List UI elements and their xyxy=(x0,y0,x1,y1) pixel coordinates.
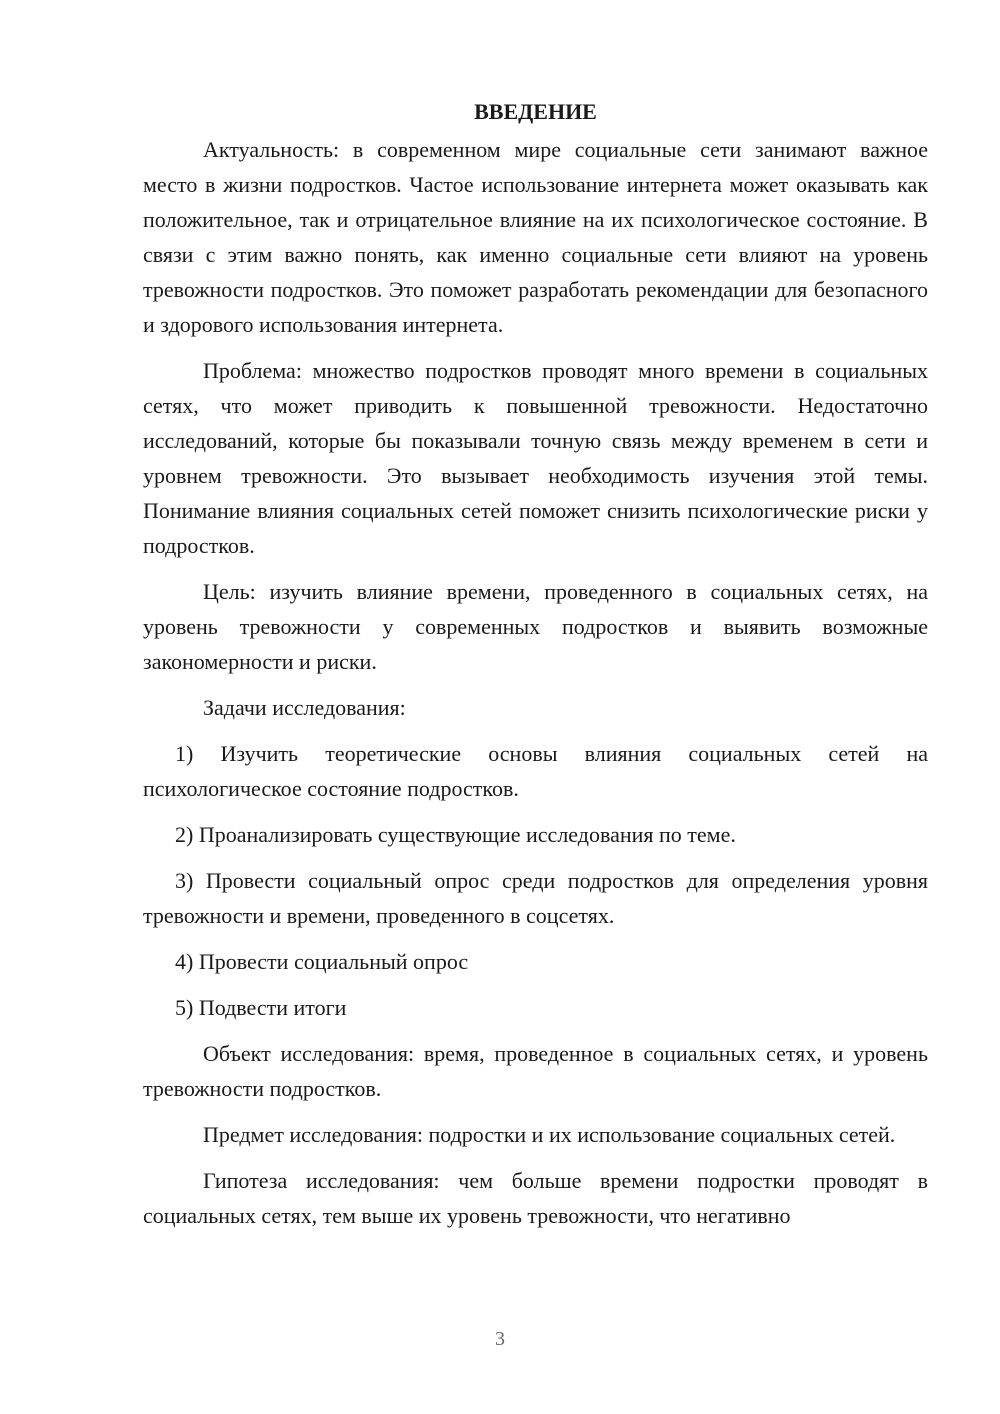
task-item: 4) Провести социальный опрос xyxy=(175,949,469,974)
section-title: ВВЕДЕНИЕ xyxy=(474,99,597,124)
task-item: 2) Проанализировать существующие исследования по теме. xyxy=(175,822,736,847)
tasks-heading: Задачи исследования: xyxy=(203,695,406,720)
task-item: 5) Подвести итоги xyxy=(175,995,347,1020)
paragraph-problem: Проблема: множество подростков проводят много времени в социальных сетях, что может приводить к повышенной тревожности. Недостаточно исследований, которые бы показывали точную связь между временем в сети и уровнем тревожности. Это вызывает необходимость изучения этой темы. Понимание влияния социальных сетей поможет снизить психологические риски у подростков. xyxy=(143,358,928,558)
paragraph-relevance: Актуальность: в современном мире социальные сети занимают важное место в жизни подростков. Частое использование интернета может оказывать как положительное, так и отрицательное влияние на их психологическое состояние. В связи с этим важно понять, как именно социальные сети влияют на уровень тревожности подростков. Это поможет разработать рекомендации для безопасного и здорового использования интернета. xyxy=(143,137,928,337)
page-number: 3 xyxy=(495,1328,505,1350)
paragraph-object: Объект исследования: время, проведенное в социальных сетях, и уровень тревожности подростков. xyxy=(143,1041,928,1101)
task-item: 1) Изучить теоретические основы влияния социальных сетей на психологическое состояние подростков. xyxy=(143,741,928,801)
paragraph-hypothesis: Гипотеза исследования: чем больше времени подростки проводят в социальных сетях, тем выше их уровень тревожности, что негативно xyxy=(143,1168,928,1228)
paragraph-goal: Цель: изучить влияние времени, проведенного в социальных сетях, на уровень тревожности у современных подростков и выявить возможные закономерности и риски. xyxy=(143,579,928,674)
task-item: 3) Провести социальный опрос среди подростков для определения уровня тревожности и времени, проведенного в соцсетях. xyxy=(143,868,928,928)
paragraph-subject: Предмет исследования: подростки и их использование социальных сетей. xyxy=(203,1122,896,1147)
